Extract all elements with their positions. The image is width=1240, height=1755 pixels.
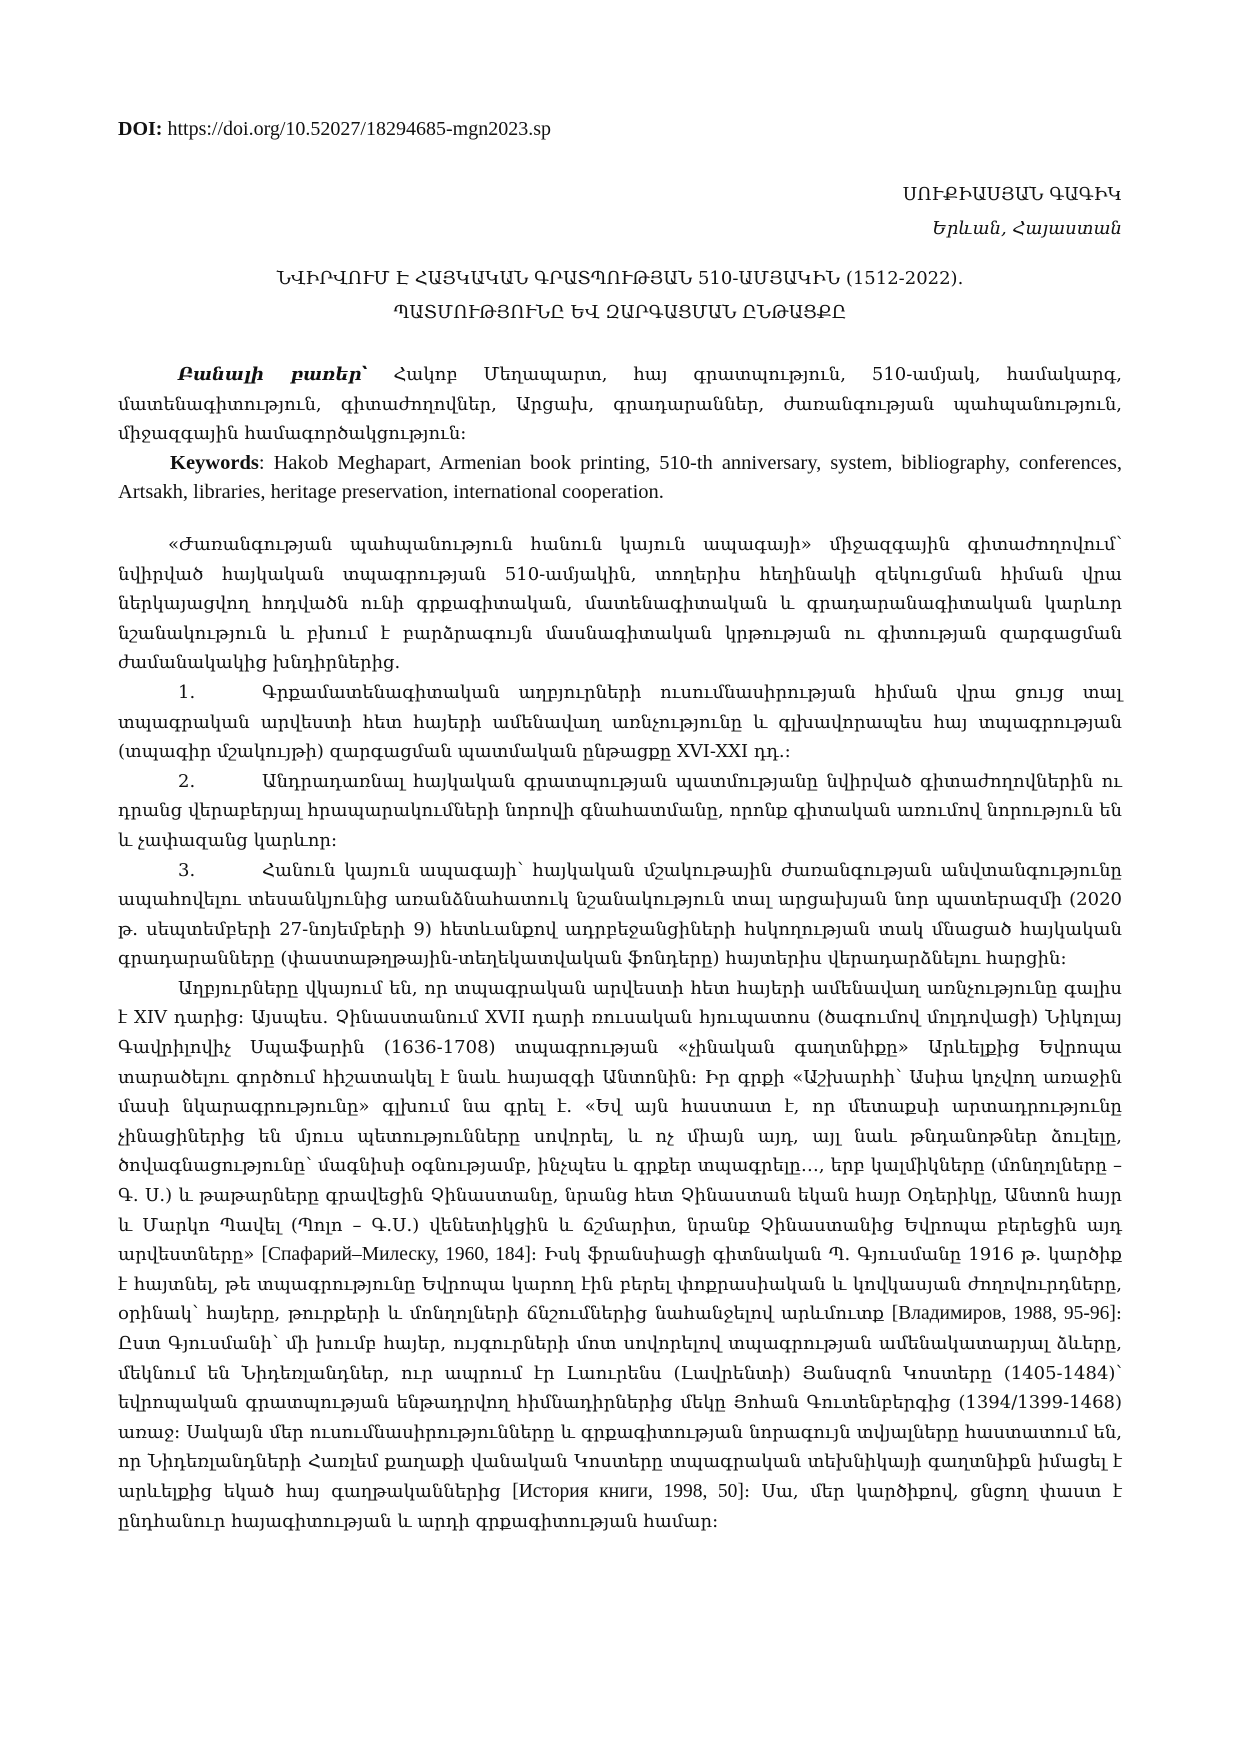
- author-name: ՍՈՒՔԻԱՍՅԱՆ ԳԱԳԻԿ: [902, 184, 1122, 205]
- list-item: [118, 767, 1122, 856]
- list-text: Գրքամատենագիտական աղբյուրների ուսումնասիրության հիման վրա ցույց տալ տպագրական արվեստի հետ հայերի ամենավաղ առնչությունը և գլխավորապես հայ տպագրության (տպագիր մշակույթի) զարգացման պատմական ընթացքը XVI-XXI դդ.:: [118, 681, 1122, 763]
- citation-vladimirov: [Владимиров, 1988, 95-96]: [891, 1303, 1116, 1325]
- intro-paragraph: «Ժառանգության պահպանություն հանուն կայուն ապագայի» միջազգային գիտաժողովում՝ նվիրված հայկական տպագրության 510-ամյակին, տողերիս հեղինակի զեկուցման հիման վրա ներկայացվող հոդվածն ունի գրքագիտական, մատենագիտական և գրադարանագիտական կարևոր նշանակություն և բխում է բարձրագույն մասնագիտական կրթության ու գիտության զարգացման ժամանակակից խնդիրներից.: [118, 533, 1122, 674]
- title-line-1: ՆՎԻՐՎՈՒՄ Է ՀԱՅԿԱԿԱՆ ԳՐԱՏՊՈՒԹՅԱՆ 510-ԱՄՅԱԿԻՆ (1512-2022).: [276, 268, 964, 289]
- keywords-english-label: Keywords: [170, 451, 259, 474]
- main-paragraph-part-3: : Ըստ Գյուսմանի՝ մի խումբ հայեր, ույգուրների մոտ սովորելով տպագրության ամենակատարյալ ձևերը, մեկնում են Նիդեռլանդներ, ուր ապրում էր Լաուրենս (Լավրենտի) Յանսզոն Կոստերը (1405-1484)՝ եվրոպական գրատպության ենթադրվող հիմնադիրներից մեկը Յոհան Գուտենբերգից (1394/1399-1468) առաջ: Սակայն մեր ուսումնասիրությունները և գրքագիտության նորագույն տվյալները հաստատում են, որ Նիդեռլանդների Հառլեմ քաղաքի վանական Կոստերը տպագրական տեխնիկայի գաղտնիքն իմացել է արևելքից եկած հայ գաղթականներից: [118, 1303, 1122, 1502]
- author-block: [903, 178, 1122, 246]
- list-item: [118, 678, 1122, 767]
- article-body: [118, 360, 1122, 1536]
- doi-link[interactable]: https://doi.org/10.52027/18294685-mgn2023.sp: [167, 118, 551, 140]
- main-paragraph-part-2: : Իսկ ֆրանսիացի գիտնական Պ. Գյուսմանը 1916 թ. կարծիք է հայտնել, թե տպագրությունը Եվրոպա կարող էին բերել փոքրասիական և կովկասյան ժողովուրդները, օրինակ՝ հայերը, թուրքերի և մոնղոլների ճնշումներից նահանջելով արևմուտք: [118, 1244, 1123, 1325]
- list-number: 1.: [178, 681, 196, 703]
- keywords-armenian-label: Բանալի բառեր՝: [178, 364, 368, 385]
- citation-istoriya-knigi: [История книги, 1998, 50]: [512, 1480, 744, 1502]
- title-line-2: ՊԱՏՄՈՒԹՅՈՒՆԸ ԵՎ ԶԱՐԳԱՑՄԱՆ ԸՆԹԱՑՔԸ: [393, 302, 847, 323]
- author-location: Երևան, Հայաստան: [932, 218, 1122, 239]
- citation-spafariy: [Спафарий–Милеску, 1960, 184]: [261, 1244, 531, 1266]
- main-paragraph-part-4: : Սա, մեր կարծիքով, ցնցող փաստ է ընդհանուր հայագիտության և արդի գրքագիտության համար:: [118, 1480, 1122, 1532]
- keywords-english-text: : Hakob Meghapart, Armenian book printing, 510-th anniversary, system, bibliography, conferences, Artsakh, libraries, heritage preservation, international cooperation.: [118, 451, 1122, 504]
- doi-label: DOI:: [118, 118, 163, 140]
- list-number: 3.: [178, 859, 196, 881]
- keywords-english: [118, 449, 1122, 508]
- list-item: [118, 856, 1122, 974]
- keywords-armenian: [118, 360, 1122, 449]
- section-gap: [118, 508, 1122, 530]
- keywords-armenian-text: Հակոբ Մեղապարտ, հայ գրատպություն, 510-ամյակ, համակարգ, մատենագիտություն, գիտաժողովներ, Արցախ, գրադարաններ, ժառանգության պահպանություն, միջազգային համագործակցություն:: [118, 364, 1122, 445]
- list-text: Անդրադառնալ հայկական գրատպության պատմությանը նվիրված գիտաժողովներին ու դրանց վերաբերյալ հրապարակումների նորովի գնահատմանը, որոնք գիտական առումով նորություն են և չափազանց կարևոր:: [118, 770, 1122, 851]
- list-text: Հանուն կայուն ապագայի՝ հայկական մշակութային ժառանգության անվտանգությունը ապահովելու տեսանկյունից առանձնահատուկ նշանակություն տալ արցախյան նոր պատերազմի (2020 թ. սեպտեմբերի 27-նոյեմբերի 9) հետևանքով ադրբեջանցիների հսկողության տակ մնացած հայկական գրադարանները (փաստաթղթային-տեղեկատվական ֆոնդերը) հայտերիս վերադարձնելու հարցին:: [118, 859, 1122, 970]
- main-paragraph: [118, 974, 1122, 1536]
- doi-line: [118, 118, 551, 141]
- main-paragraph-part-1: Աղբյուրները վկայում են, որ տպագրական արվեստի հետ հայերի ամենավաղ առնչությունը գալիս է XIV դարից: Այսպես. Չինաստանում XVII դարի ռուսական հյուպատոս (ծագումով մոլդովացի) Նիկոլայ Գավրիլովիչ Սպաֆարին (1636-1708) տպագրության «չինական գաղտնիքը» Արևելքից Եվրոպա տարածելու գործում հիշատակել է նաև հայազգի Անտոնին: Իր գրքի «Աշխարհի՝ Ասիա կոչվող առաջին մասի նկարագրությունը» գլխում նա գրել է. «Եվ այն հաստատ է, որ մետաքսի արտադրությունը չինացիներից են մյուս պետությունները սովորել, և ոչ միայն այդ, այլ նաև թնդանոթներ ձուլելը, ծովագնացությունը՝ մագնիսի օգնությամբ, ինչպես և գրքեր տպագրելը…, երբ կալմիկները (մոնղոլները – Գ. Ս.) և թաթարները գրավեցին Չինաստանը, նրանց հետ Չինաստան եկան հայր Օդերիկը, Անտոն հայր և Մարկո Պավել (Պոլո – Գ.Ս.) վենետիկցին և ճշմարիտ, նրանք Չինաստանից Եվրոպա բերեցին այդ արվեստները»: [118, 977, 1122, 1266]
- article-title: [118, 262, 1122, 330]
- list-number: 2.: [178, 770, 196, 792]
